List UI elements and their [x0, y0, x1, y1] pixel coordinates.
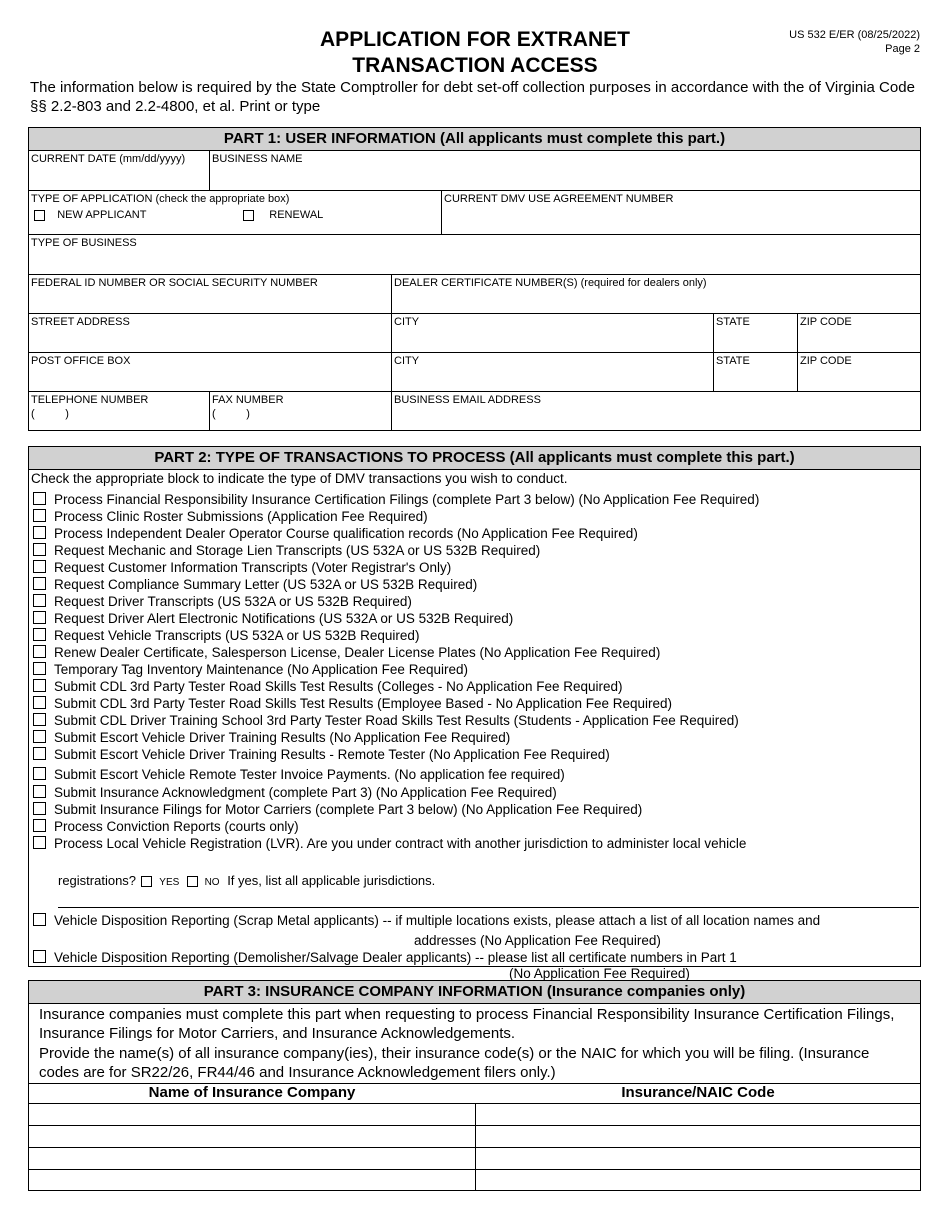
demolisher-item[interactable] — [33, 950, 737, 966]
business-name-label: BUSINESS NAME — [212, 153, 303, 165]
po-box-field[interactable] — [29, 353, 392, 392]
transaction-item[interactable] — [33, 594, 412, 610]
telephone-label: TELEPHONE NUMBER — [31, 394, 149, 406]
transaction-item[interactable] — [33, 560, 451, 576]
po-zip-field[interactable] — [798, 353, 921, 392]
transaction-checkbox[interactable] — [33, 836, 46, 849]
transaction-item[interactable] — [33, 802, 642, 818]
part2-heading: PART 2: TYPE OF TRANSACTIONS TO PROCESS (All applicants must complete this part.) — [29, 447, 920, 470]
transaction-label: Submit CDL Driver Training School 3rd Party Tester Road Skills Test Results (Students - Application Fee Required) — [54, 713, 739, 728]
type-of-application-field — [29, 191, 442, 235]
transaction-label: Submit CDL 3rd Party Tester Road Skills Test Results (Colleges - No Application Fee Required) — [54, 679, 623, 694]
table-row[interactable] — [29, 1103, 920, 1126]
scrap-metal-item[interactable] — [33, 913, 820, 929]
current-date-label: CURRENT DATE (mm/dd/yyyy) — [31, 153, 186, 165]
new-applicant-label: NEW APPLICANT — [57, 209, 147, 221]
street-address-field[interactable] — [29, 314, 392, 353]
transaction-item[interactable] — [33, 526, 638, 542]
lvr-line-2 — [58, 873, 435, 888]
transaction-label: Renew Dealer Certificate, Salesperson License, Dealer License Plates (No Application Fee Required) — [54, 645, 661, 660]
dealer-cert-label: DEALER CERTIFICATE NUMBER(S) (required for dealers only) — [394, 277, 707, 289]
demolisher-label: Vehicle Disposition Reporting (Demolisher/Salvage Dealer applicants) -- please list all certificate numbers in Part 1 — [54, 950, 737, 965]
table-row[interactable] — [29, 1169, 920, 1192]
transaction-checkbox[interactable] — [33, 662, 46, 675]
transaction-checkbox[interactable] — [33, 696, 46, 709]
scrap-metal-line-2: addresses (No Application Fee Required) — [414, 933, 661, 948]
transaction-label: Submit Escort Vehicle Driver Training Results (No Application Fee Required) — [54, 730, 511, 745]
lvr-followup: If yes, list all applicable jurisdictions. — [227, 873, 436, 888]
title-line-2: TRANSACTION ACCESS — [352, 54, 598, 77]
lvr-yes-checkbox[interactable] — [141, 876, 152, 887]
transaction-item[interactable] — [33, 747, 610, 763]
street-state-label: STATE — [716, 316, 750, 328]
demolisher-line-2: (No Application Fee Required) — [509, 966, 690, 981]
transaction-label: Temporary Tag Inventory Maintenance (No Application Fee Required) — [54, 662, 468, 677]
transaction-item[interactable] — [33, 785, 557, 801]
part3-section — [28, 980, 921, 1191]
po-city-label: CITY — [394, 355, 420, 367]
transaction-checkbox[interactable] — [33, 560, 46, 573]
po-state-label: STATE — [716, 355, 750, 367]
transaction-label: Request Mechanic and Storage Lien Transcripts (US 532A or US 532B Required) — [54, 543, 541, 558]
transaction-label: Submit Insurance Acknowledgment (complete Part 3) (No Application Fee Required) — [54, 785, 557, 800]
part2-section — [28, 446, 921, 981]
transaction-checkbox[interactable] — [33, 526, 46, 539]
title-line-1: APPLICATION FOR EXTRANET — [320, 28, 630, 51]
transaction-item[interactable] — [33, 628, 419, 644]
federal-id-label: FEDERAL ID NUMBER OR SOCIAL SECURITY NUMBER — [31, 277, 318, 289]
intro-text: The information below is required by the State Comptroller for debt set-off collection purposes in accordance with the of Virginia Code §§ 2.2-803 and 2.2-4800, et al. Print or type — [30, 79, 915, 115]
renewal-checkbox[interactable] — [243, 210, 254, 221]
transaction-checkbox[interactable] — [33, 747, 46, 760]
lvr-no-label: NO — [204, 877, 220, 888]
transaction-item[interactable] — [33, 730, 510, 746]
current-date-field[interactable] — [29, 151, 210, 191]
fax-area-code: ( ) — [212, 408, 250, 420]
part3-paragraph-2: Provide the name(s) of all insurance company(ies), their insurance code(s) or the NAIC for which you will be filing. (Insurance codes are for SR22/26, FR44/46 and Insurance Acknowledgement filers only.) — [39, 1045, 870, 1081]
transaction-item[interactable] — [33, 836, 746, 852]
transaction-label: Submit CDL 3rd Party Tester Road Skills Test Results (Employee Based - No Application Fee Required) — [54, 696, 673, 711]
fax-label: FAX NUMBER — [212, 394, 284, 406]
po-city-field[interactable] — [392, 353, 714, 392]
demolisher-checkbox[interactable] — [33, 950, 46, 963]
transaction-label: Process Financial Responsibility Insurance Certification Filings (complete Part 3 below) (No Application Fee Required) — [54, 492, 760, 507]
email-field[interactable] — [392, 392, 921, 431]
table-row[interactable] — [29, 1125, 920, 1148]
street-address-label: STREET ADDRESS — [31, 316, 130, 328]
transaction-item[interactable] — [33, 696, 672, 712]
business-name-field[interactable] — [210, 151, 921, 191]
transaction-label: Request Vehicle Transcripts (US 532A or US 532B Required) — [54, 628, 420, 643]
col-header-company-name: Name of Insurance Company — [148, 1084, 356, 1101]
transaction-checkbox[interactable] — [33, 802, 46, 815]
transaction-label: Process Clinic Roster Submissions (Application Fee Required) — [54, 509, 428, 524]
street-zip-label: ZIP CODE — [800, 316, 852, 328]
street-city-label: CITY — [394, 316, 420, 328]
transaction-label: Request Compliance Summary Letter (US 532A or US 532B Required) — [54, 577, 478, 592]
type-of-business-field[interactable] — [29, 235, 921, 275]
new-applicant-checkbox[interactable] — [34, 210, 45, 221]
lvr-question: registrations? — [58, 873, 137, 888]
transaction-checkbox[interactable] — [33, 767, 46, 780]
transaction-item[interactable] — [33, 543, 540, 559]
transaction-checkbox[interactable] — [33, 730, 46, 743]
po-state-field[interactable] — [714, 353, 798, 392]
transaction-checkbox[interactable] — [33, 543, 46, 556]
transaction-label: Process Independent Dealer Operator Course qualification records (No Application Fee Required) — [54, 526, 638, 541]
transaction-checkbox[interactable] — [33, 509, 46, 522]
scrap-metal-label: Vehicle Disposition Reporting (Scrap Metal applicants) -- if multiple locations exists, please attach a list of all location names and — [54, 913, 821, 928]
part3-paragraph-1: Insurance companies must complete this part when requesting to process Financial Responsibility Insurance Certification Filings, Insurance Filings for Motor Carriers, and Insurance Acknowledgements. — [39, 1006, 895, 1042]
transaction-checkbox[interactable] — [33, 713, 46, 726]
transaction-item[interactable] — [33, 767, 565, 783]
transaction-item[interactable] — [33, 509, 428, 525]
renewal-label: RENEWAL — [269, 209, 324, 221]
dmv-agreement-label: CURRENT DMV USE AGREEMENT NUMBER — [444, 193, 674, 205]
transaction-checkbox[interactable] — [33, 577, 46, 590]
transaction-checkbox[interactable] — [33, 679, 46, 692]
telephone-area-code: ( ) — [31, 408, 69, 420]
transaction-label: Request Driver Transcripts (US 532A or US 532B Required) — [54, 594, 412, 609]
transaction-checkbox[interactable] — [33, 492, 46, 505]
transaction-checkbox[interactable] — [33, 645, 46, 658]
transaction-item[interactable] — [33, 819, 299, 835]
type-of-business-label: TYPE OF BUSINESS — [31, 237, 137, 249]
po-zip-label: ZIP CODE — [800, 355, 852, 367]
renewal-option[interactable] — [243, 209, 323, 221]
telephone-field[interactable] — [29, 392, 210, 431]
scrap-metal-checkbox[interactable] — [33, 913, 46, 926]
fax-field[interactable] — [210, 392, 392, 431]
transaction-label: Request Customer Information Transcripts (Voter Registrar's Only) — [54, 560, 452, 575]
transaction-label: Process Conviction Reports (courts only) — [54, 819, 299, 834]
jurisdictions-line[interactable] — [58, 907, 919, 908]
part1-heading: PART 1: USER INFORMATION (All applicants must complete this part.) — [29, 128, 920, 151]
dmv-agreement-field[interactable] — [442, 191, 921, 235]
form-number-block — [789, 28, 920, 56]
new-applicant-option[interactable] — [34, 209, 146, 221]
transaction-item[interactable] — [33, 713, 739, 729]
transaction-label: Submit Escort Vehicle Driver Training Results - Remote Tester (No Application Fee Required) — [54, 747, 610, 762]
lvr-yes-label: YES — [159, 877, 180, 888]
transaction-item[interactable] — [33, 611, 513, 627]
table-row[interactable] — [29, 1147, 920, 1170]
page-number: Page 2 — [885, 43, 920, 55]
type-of-application-label: TYPE OF APPLICATION (check the appropriate box) — [31, 193, 290, 205]
transaction-item[interactable] — [33, 662, 468, 678]
transaction-checkbox[interactable] — [33, 785, 46, 798]
dealer-cert-field[interactable] — [392, 275, 921, 314]
transaction-checkbox[interactable] — [33, 819, 46, 832]
transaction-checkbox[interactable] — [33, 628, 46, 641]
part1-section — [28, 127, 921, 431]
email-label: BUSINESS EMAIL ADDRESS — [394, 394, 541, 406]
transaction-item[interactable] — [33, 577, 477, 593]
col-header-naic-code: Insurance/NAIC Code — [621, 1084, 775, 1101]
transaction-item[interactable] — [33, 679, 623, 695]
transaction-label: Submit Insurance Filings for Motor Carriers (complete Part 3 below) (No Application Fee Required) — [54, 802, 643, 817]
transaction-label: Submit Escort Vehicle Remote Tester Invoice Payments. (No application fee required) — [54, 767, 565, 782]
street-city-field[interactable] — [392, 314, 714, 353]
po-box-label: POST OFFICE BOX — [31, 355, 131, 367]
transaction-item[interactable] — [33, 645, 660, 661]
transaction-checkbox[interactable] — [33, 611, 46, 624]
street-zip-field[interactable] — [798, 314, 921, 353]
transaction-label: Request Driver Alert Electronic Notifications (US 532A or US 532B Required) — [54, 611, 514, 626]
part3-heading: PART 3: INSURANCE COMPANY INFORMATION (Insurance companies only) — [29, 981, 920, 1004]
transaction-item[interactable] — [33, 492, 759, 508]
transaction-label: Process Local Vehicle Registration (LVR). Are you under contract with another jurisdiction to administer local vehicle — [54, 836, 747, 851]
lvr-no-checkbox[interactable] — [187, 876, 198, 887]
federal-id-field[interactable] — [29, 275, 392, 314]
street-state-field[interactable] — [714, 314, 798, 353]
form-number: US 532 E/ER (08/25/2022) — [789, 29, 920, 41]
transaction-checkbox[interactable] — [33, 594, 46, 607]
part2-instructions: Check the appropriate block to indicate the type of DMV transactions you wish to conduct. — [31, 471, 568, 486]
